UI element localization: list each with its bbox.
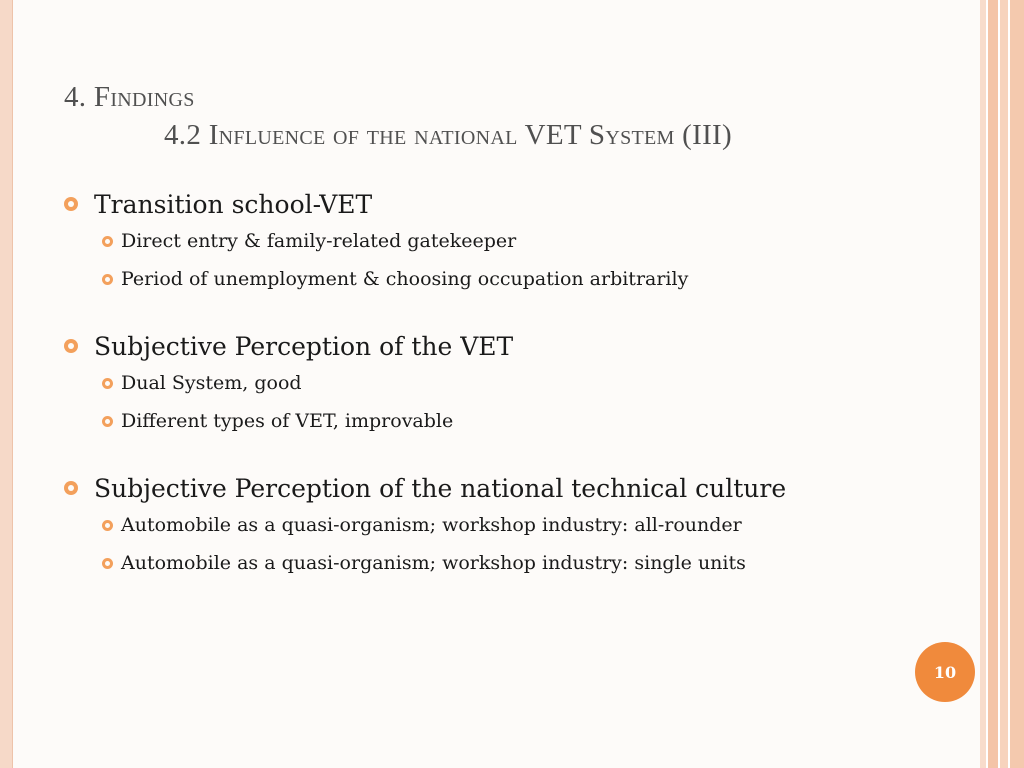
bullet-group-vet-perception — [64, 328, 944, 440]
sub-bullet-circle-icon — [102, 520, 113, 531]
sub-bullet-item — [64, 544, 944, 582]
sub-bullet-circle-icon — [102, 378, 113, 389]
title-line-2: 4.2 Influence of the national VET System (III) — [164, 119, 732, 151]
title-line-1: 4. Findings — [64, 81, 195, 113]
left-frame-stripe — [0, 0, 13, 768]
bullet-circle-icon — [64, 481, 78, 495]
sub-bullet-text: Dual System, good — [121, 372, 302, 394]
sub-bullet-text: Period of unemployment & choosing occupation arbitrarily — [121, 268, 689, 290]
bullet-item — [64, 328, 944, 364]
right-frame-stripes — [980, 0, 1024, 768]
sub-bullet-circle-icon — [102, 416, 113, 427]
sub-bullet-text: Automobile as a quasi-organism; workshop industry: all-rounder — [121, 514, 742, 536]
bullet-list — [64, 186, 944, 612]
sub-bullet-text: Direct entry & family-related gatekeeper — [121, 230, 517, 252]
bullet-group-technical-culture — [64, 470, 944, 582]
sub-bullet-circle-icon — [102, 558, 113, 569]
page-number-badge: 10 — [915, 642, 975, 702]
sub-bullet-circle-icon — [102, 236, 113, 247]
sub-bullet-item — [64, 506, 944, 544]
sub-bullet-text: Automobile as a quasi-organism; workshop industry: single units — [121, 552, 746, 574]
bullet-item — [64, 186, 944, 222]
sub-bullet-item — [64, 222, 944, 260]
bullet-item — [64, 470, 944, 506]
bullet-circle-icon — [64, 339, 78, 353]
bullet-text: Transition school-VET — [94, 189, 373, 219]
sub-bullet-item — [64, 364, 944, 402]
bullet-text: Subjective Perception of the national technical culture — [94, 473, 787, 503]
bullet-group-transition — [64, 186, 944, 298]
bullet-circle-icon — [64, 197, 78, 211]
slide-title — [64, 78, 732, 154]
sub-bullet-text: Different types of VET, improvable — [121, 410, 454, 432]
bullet-text: Subjective Perception of the VET — [94, 331, 514, 361]
sub-bullet-circle-icon — [102, 274, 113, 285]
sub-bullet-item — [64, 402, 944, 440]
sub-bullet-item — [64, 260, 944, 298]
